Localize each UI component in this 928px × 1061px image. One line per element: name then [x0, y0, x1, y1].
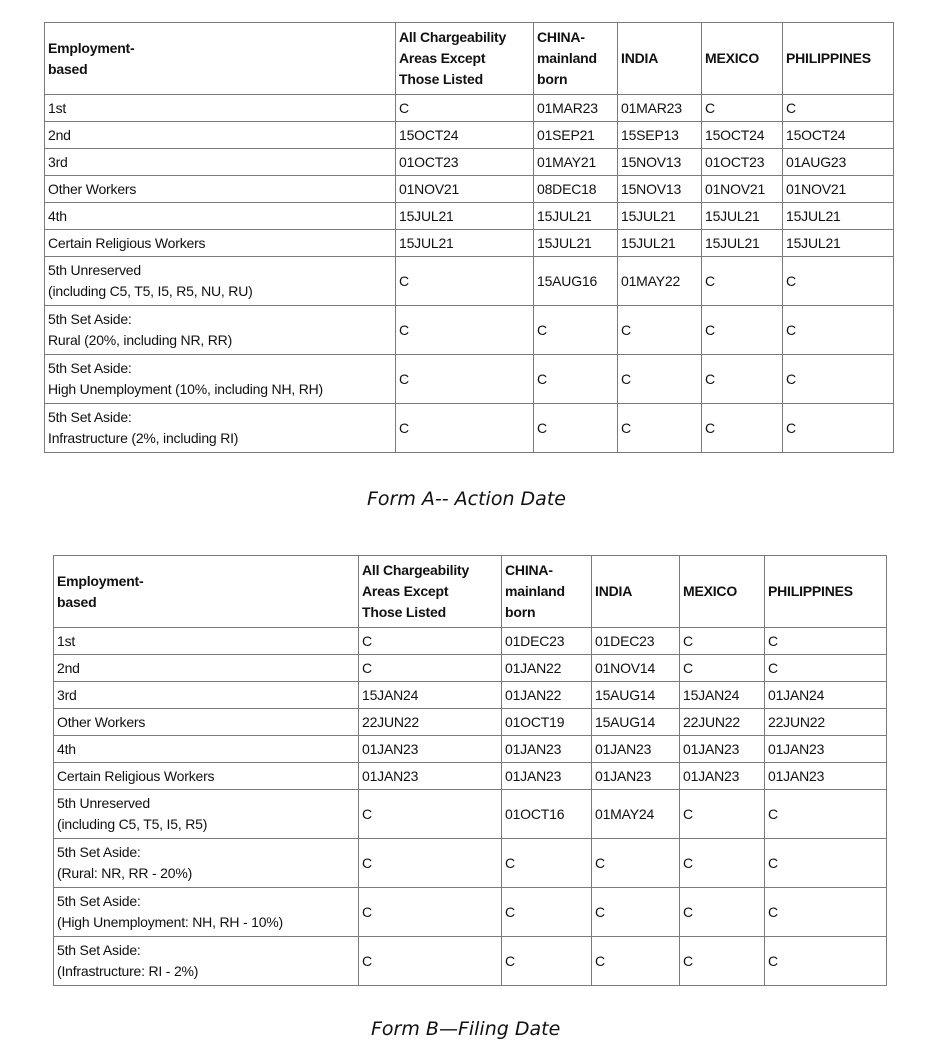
- date-cell-india: 01JAN23: [592, 736, 680, 763]
- table-row: [45, 95, 894, 122]
- date-cell-philippines: C: [765, 790, 887, 839]
- date-cell-india: 01DEC23: [592, 628, 680, 655]
- column-header-china: [534, 23, 618, 95]
- header-text: MEXICO: [705, 50, 760, 66]
- table-row: [54, 839, 887, 888]
- table-row: [54, 655, 887, 682]
- date-cell-china: 01JAN22: [502, 682, 592, 709]
- date-cell-all-chargeability: 22JUN22: [359, 709, 502, 736]
- date-cell-mexico: 15OCT24: [702, 122, 783, 149]
- date-cell-philippines: 01JAN24: [765, 682, 887, 709]
- date-cell-india: C: [592, 888, 680, 937]
- date-cell-china: 15JUL21: [534, 230, 618, 257]
- category-cell: [45, 257, 396, 306]
- column-header-india: [592, 556, 680, 628]
- date-cell-china: 01JAN23: [502, 736, 592, 763]
- category-text: Rural (20%, including NR, RR): [48, 332, 233, 348]
- date-cell-mexico: 01JAN23: [680, 736, 765, 763]
- category-cell: [54, 839, 359, 888]
- category-text: Certain Religious Workers: [48, 234, 206, 251]
- category-cell: [54, 763, 359, 790]
- category-cell: [54, 628, 359, 655]
- date-cell-mexico: 01JAN23: [680, 763, 765, 790]
- date-cell-india: 01MAR23: [618, 95, 702, 122]
- category-cell: [45, 203, 396, 230]
- header-text: All Chargeability: [362, 562, 470, 578]
- date-cell-india: 15NOV13: [618, 176, 702, 203]
- date-cell-india: C: [592, 839, 680, 888]
- date-cell-philippines: 15JUL21: [783, 230, 894, 257]
- date-cell-philippines: 01JAN23: [765, 763, 887, 790]
- category-cell: [54, 937, 359, 986]
- category-text: 5th Set Aside:: [48, 311, 132, 327]
- category-cell: [45, 230, 396, 257]
- table-row: [45, 230, 894, 257]
- date-cell-india: C: [618, 306, 702, 355]
- category-cell: [45, 355, 396, 404]
- date-cell-philippines: C: [783, 95, 894, 122]
- date-cell-india: 15JUL21: [618, 230, 702, 257]
- table-row: [54, 937, 887, 986]
- category-text: Infrastructure (2%, including RI): [48, 430, 239, 446]
- category-text: 5th Set Aside:: [57, 893, 141, 909]
- header-text: CHINA-: [537, 29, 585, 45]
- category-cell: [45, 149, 396, 176]
- header-text: mainland: [537, 50, 597, 66]
- column-header-all-chargeability: [396, 23, 534, 95]
- header-text: MEXICO: [683, 583, 738, 599]
- date-cell-all-chargeability: C: [396, 355, 534, 404]
- header-text: INDIA: [621, 50, 659, 66]
- date-cell-india: 15AUG14: [592, 682, 680, 709]
- date-cell-china: C: [502, 937, 592, 986]
- column-header-india: [618, 23, 702, 95]
- date-cell-mexico: 15JUL21: [702, 230, 783, 257]
- date-cell-all-chargeability: C: [359, 839, 502, 888]
- date-cell-all-chargeability: C: [359, 655, 502, 682]
- category-cell: [45, 95, 396, 122]
- date-cell-philippines: C: [765, 655, 887, 682]
- table-row: [54, 709, 887, 736]
- form-a-caption: Form A-- Action Date: [367, 488, 566, 510]
- header-text: CHINA-: [505, 562, 553, 578]
- date-cell-china: 01MAR23: [534, 95, 618, 122]
- column-header-china: [502, 556, 592, 628]
- column-header-category: [45, 23, 396, 95]
- column-header-mexico: [680, 556, 765, 628]
- table-row: [54, 790, 887, 839]
- date-cell-mexico: C: [702, 306, 783, 355]
- header-row: [45, 23, 894, 95]
- column-header-philippines: [765, 556, 887, 628]
- date-cell-india: 01JAN23: [592, 763, 680, 790]
- category-text: (including C5, T5, I5, R5, NU, RU): [48, 283, 253, 299]
- category-cell: [45, 404, 396, 453]
- date-cell-india: C: [592, 937, 680, 986]
- category-cell: [45, 122, 396, 149]
- date-cell-mexico: 15JAN24: [680, 682, 765, 709]
- header-text: Employment-: [57, 572, 144, 589]
- date-cell-china: C: [502, 888, 592, 937]
- table-row: [45, 203, 894, 230]
- column-header-mexico: [702, 23, 783, 95]
- date-cell-india: C: [618, 404, 702, 453]
- date-cell-philippines: 22JUN22: [765, 709, 887, 736]
- date-cell-philippines: C: [765, 628, 887, 655]
- date-cell-mexico: C: [680, 839, 765, 888]
- date-cell-philippines: 01JAN23: [765, 736, 887, 763]
- date-cell-philippines: 01NOV21: [783, 176, 894, 203]
- filing-date-table: [53, 555, 887, 986]
- date-cell-china: 01DEC23: [502, 628, 592, 655]
- category-cell: [54, 709, 359, 736]
- date-cell-all-chargeability: 01NOV21: [396, 176, 534, 203]
- header-text: mainland: [505, 583, 565, 599]
- date-cell-mexico: C: [680, 655, 765, 682]
- date-cell-china: 01OCT16: [502, 790, 592, 839]
- category-cell: [45, 306, 396, 355]
- date-cell-all-chargeability: C: [359, 937, 502, 986]
- date-cell-all-chargeability: C: [396, 306, 534, 355]
- date-cell-china: 01SEP21: [534, 122, 618, 149]
- category-text: (including C5, T5, I5, R5): [57, 816, 208, 832]
- date-cell-philippines: C: [783, 355, 894, 404]
- date-cell-all-chargeability: 15JUL21: [396, 203, 534, 230]
- category-text: 5th Set Aside:: [48, 360, 132, 376]
- date-cell-mexico: C: [680, 888, 765, 937]
- category-text: 5th Set Aside:: [48, 409, 132, 425]
- category-text: 3rd: [48, 153, 68, 170]
- date-cell-all-chargeability: C: [396, 404, 534, 453]
- date-cell-philippines: C: [783, 404, 894, 453]
- category-cell: [54, 682, 359, 709]
- table-row: [45, 176, 894, 203]
- header-text: Areas Except: [399, 50, 486, 66]
- category-text: 3rd: [57, 686, 77, 703]
- table-row: [45, 404, 894, 453]
- header-row: [54, 556, 887, 628]
- action-date-table: [44, 22, 894, 453]
- date-cell-all-chargeability: C: [359, 628, 502, 655]
- category-text: 5th Set Aside:: [57, 942, 141, 958]
- table-row: [45, 257, 894, 306]
- table-row: [45, 306, 894, 355]
- header-text: born: [537, 71, 568, 87]
- date-cell-all-chargeability: C: [359, 888, 502, 937]
- category-text: High Unemployment (10%, including NH, RH): [48, 381, 324, 397]
- category-text: 4th: [48, 207, 67, 224]
- category-text: Certain Religious Workers: [57, 767, 215, 784]
- date-cell-mexico: 01NOV21: [702, 176, 783, 203]
- table-row: [54, 888, 887, 937]
- table-row: [45, 355, 894, 404]
- header-text: Those Listed: [399, 71, 483, 87]
- date-cell-philippines: 01AUG23: [783, 149, 894, 176]
- category-text: 5th Unreserved: [48, 262, 141, 278]
- date-cell-india: 01MAY24: [592, 790, 680, 839]
- category-text: Other Workers: [57, 713, 146, 730]
- date-cell-china: 01JAN22: [502, 655, 592, 682]
- date-cell-philippines: C: [765, 839, 887, 888]
- date-cell-philippines: C: [765, 937, 887, 986]
- date-cell-china: 01OCT19: [502, 709, 592, 736]
- category-text: 1st: [57, 632, 76, 649]
- filing-date-table-header: [54, 556, 887, 628]
- category-cell: [54, 736, 359, 763]
- category-text: (Infrastructure: RI - 2%): [57, 963, 199, 979]
- header-text: Employment-: [48, 39, 135, 56]
- category-cell: [54, 790, 359, 839]
- header-text: PHILIPPINES: [786, 50, 871, 66]
- header-text: born: [505, 604, 536, 620]
- date-cell-mexico: C: [702, 257, 783, 306]
- date-cell-china: C: [534, 306, 618, 355]
- category-text: 2nd: [57, 659, 80, 676]
- header-text: All Chargeability: [399, 29, 507, 45]
- table-row: [54, 736, 887, 763]
- date-cell-mexico: C: [680, 790, 765, 839]
- date-cell-mexico: 15JUL21: [702, 203, 783, 230]
- date-cell-mexico: 22JUN22: [680, 709, 765, 736]
- table-row: [54, 763, 887, 790]
- date-cell-philippines: C: [765, 888, 887, 937]
- date-cell-india: 01MAY22: [618, 257, 702, 306]
- column-header-all-chargeability: [359, 556, 502, 628]
- category-text: 4th: [57, 740, 76, 757]
- date-cell-all-chargeability: C: [396, 257, 534, 306]
- date-cell-china: 15JUL21: [534, 203, 618, 230]
- category-text: 2nd: [48, 126, 71, 143]
- date-cell-all-chargeability: 15JUL21: [396, 230, 534, 257]
- date-cell-mexico: C: [702, 95, 783, 122]
- category-text: Other Workers: [48, 180, 137, 197]
- date-cell-all-chargeability: 01JAN23: [359, 763, 502, 790]
- category-cell: [54, 655, 359, 682]
- date-cell-all-chargeability: 01JAN23: [359, 736, 502, 763]
- table-row: [45, 149, 894, 176]
- action-date-table-header: [45, 23, 894, 95]
- header-text: PHILIPPINES: [768, 583, 853, 599]
- filing-date-table-body: [54, 628, 887, 986]
- date-cell-china: 08DEC18: [534, 176, 618, 203]
- header-text: Areas Except: [362, 583, 449, 599]
- date-cell-china: 01JAN23: [502, 763, 592, 790]
- date-cell-mexico: C: [702, 355, 783, 404]
- date-cell-philippines: C: [783, 257, 894, 306]
- category-text: 1st: [48, 99, 67, 116]
- date-cell-china: C: [502, 839, 592, 888]
- table-row: [45, 122, 894, 149]
- column-header-philippines: [783, 23, 894, 95]
- date-cell-china: C: [534, 355, 618, 404]
- date-cell-china: 15AUG16: [534, 257, 618, 306]
- category-text: 5th Set Aside:: [57, 844, 141, 860]
- table-row: [54, 682, 887, 709]
- date-cell-india: 15JUL21: [618, 203, 702, 230]
- table-row: [54, 628, 887, 655]
- date-cell-all-chargeability: 01OCT23: [396, 149, 534, 176]
- category-cell: [45, 176, 396, 203]
- date-cell-mexico: 01OCT23: [702, 149, 783, 176]
- date-cell-india: 15NOV13: [618, 149, 702, 176]
- action-date-table-body: [45, 95, 894, 453]
- date-cell-all-chargeability: 15OCT24: [396, 122, 534, 149]
- date-cell-china: C: [534, 404, 618, 453]
- date-cell-china: 01MAY21: [534, 149, 618, 176]
- column-header-category: [54, 556, 359, 628]
- date-cell-all-chargeability: C: [359, 790, 502, 839]
- date-cell-mexico: C: [680, 628, 765, 655]
- date-cell-philippines: 15OCT24: [783, 122, 894, 149]
- category-text: 5th Unreserved: [57, 795, 150, 811]
- date-cell-india: 15SEP13: [618, 122, 702, 149]
- date-cell-all-chargeability: C: [396, 95, 534, 122]
- date-cell-all-chargeability: 15JAN24: [359, 682, 502, 709]
- date-cell-mexico: C: [702, 404, 783, 453]
- header-text: based: [57, 593, 97, 610]
- date-cell-philippines: 15JUL21: [783, 203, 894, 230]
- date-cell-india: 01NOV14: [592, 655, 680, 682]
- header-text: based: [48, 60, 88, 77]
- header-text: Those Listed: [362, 604, 446, 620]
- date-cell-philippines: C: [783, 306, 894, 355]
- date-cell-india: C: [618, 355, 702, 404]
- header-text: INDIA: [595, 583, 633, 599]
- date-cell-india: 15AUG14: [592, 709, 680, 736]
- category-text: (High Unemployment: NH, RH - 10%): [57, 914, 284, 930]
- category-cell: [54, 888, 359, 937]
- date-cell-mexico: C: [680, 937, 765, 986]
- category-text: (Rural: NR, RR - 20%): [57, 865, 193, 881]
- form-b-caption: Form B—Filing Date: [371, 1018, 561, 1040]
